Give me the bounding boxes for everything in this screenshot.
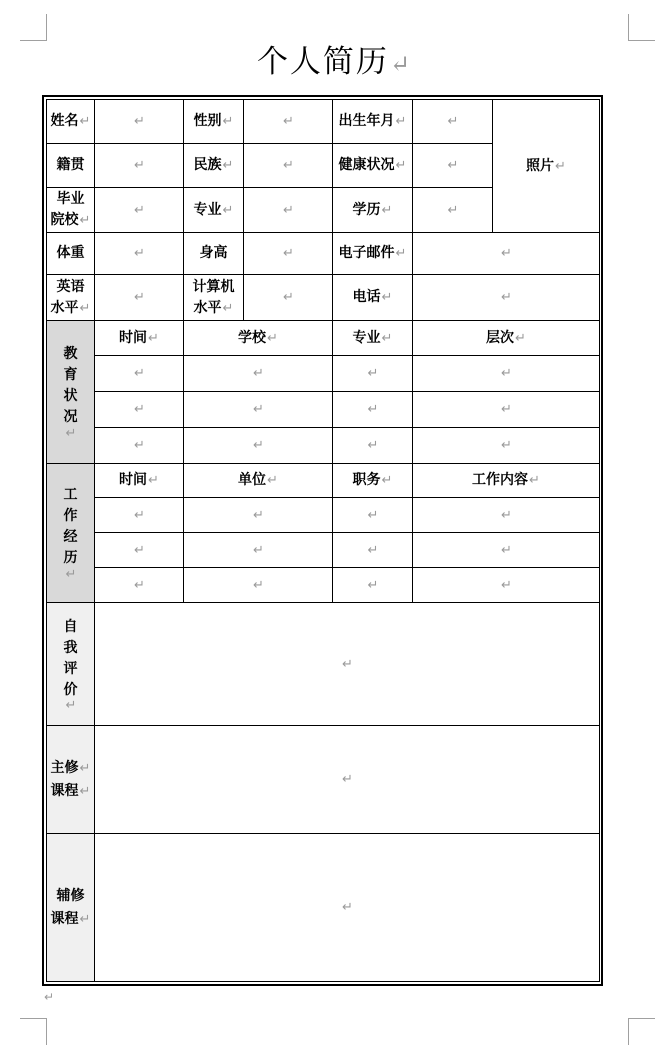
table-row bbox=[47, 464, 600, 498]
crop-mark-bottom-left bbox=[20, 1018, 47, 1045]
label-computer: 计算机 水平↵ bbox=[184, 275, 244, 321]
label-name: 姓名↵ bbox=[47, 100, 95, 144]
label-height: 身高 bbox=[184, 233, 244, 275]
work-position-cell[interactable]: ↵ bbox=[333, 568, 413, 603]
origin-cell[interactable]: ↵ bbox=[95, 144, 184, 188]
work-unit-cell[interactable]: ↵ bbox=[184, 533, 333, 568]
email-cell[interactable]: ↵ bbox=[413, 233, 600, 275]
label-major: 专业↵ bbox=[184, 188, 244, 233]
table-row bbox=[47, 275, 600, 321]
work-header-time: 时间↵ bbox=[95, 464, 184, 498]
education-school-cell[interactable]: ↵ bbox=[184, 356, 333, 392]
work-content-cell[interactable]: ↵ bbox=[413, 568, 600, 603]
work-position-cell[interactable]: ↵ bbox=[333, 498, 413, 533]
paragraph-mark: ↵ bbox=[389, 50, 413, 78]
major-cell[interactable]: ↵ bbox=[244, 188, 333, 233]
work-header-position: 职务↵ bbox=[333, 464, 413, 498]
crop-mark-top-right bbox=[628, 14, 655, 41]
education-major-cell[interactable]: ↵ bbox=[333, 392, 413, 428]
table-row bbox=[47, 233, 600, 275]
crop-mark-top-left bbox=[20, 14, 47, 41]
minor-courses-cell[interactable]: ↵ bbox=[95, 834, 600, 982]
education-header-school: 学校↵ bbox=[184, 321, 333, 356]
work-time-cell[interactable]: ↵ bbox=[95, 568, 184, 603]
education-level-cell[interactable]: ↵ bbox=[413, 392, 600, 428]
label-phone: 电话↵ bbox=[333, 275, 413, 321]
table-row bbox=[47, 392, 600, 428]
label-email: 电子邮件↵ bbox=[333, 233, 413, 275]
education-header-major: 专业↵ bbox=[333, 321, 413, 356]
table-row bbox=[47, 428, 600, 464]
education-major-cell[interactable]: ↵ bbox=[333, 356, 413, 392]
work-header-unit: 单位↵ bbox=[184, 464, 333, 498]
work-position-cell[interactable]: ↵ bbox=[333, 533, 413, 568]
photo-cell[interactable]: 照片↵ bbox=[493, 100, 600, 233]
table-row bbox=[47, 321, 600, 356]
label-birth: 出生年月↵ bbox=[333, 100, 413, 144]
resume-table-frame bbox=[42, 95, 603, 986]
health-cell[interactable]: ↵ bbox=[413, 144, 493, 188]
paragraph-mark: ↵ bbox=[44, 990, 55, 1004]
education-header-level: 层次↵ bbox=[413, 321, 600, 356]
resume-table bbox=[46, 99, 600, 982]
gender-cell[interactable]: ↵ bbox=[244, 100, 333, 144]
major-courses-side-label: 主修↵ 课程↵ bbox=[47, 726, 95, 834]
label-weight: 体重 bbox=[47, 233, 95, 275]
education-header-time: 时间↵ bbox=[95, 321, 184, 356]
school-cell[interactable]: ↵ bbox=[95, 188, 184, 233]
crop-mark-bottom-right bbox=[628, 1018, 655, 1045]
table-row bbox=[47, 356, 600, 392]
table-row bbox=[47, 533, 600, 568]
work-time-cell[interactable]: ↵ bbox=[95, 498, 184, 533]
minor-courses-side-label: 辅修 课程↵ bbox=[47, 834, 95, 982]
weight-cell[interactable]: ↵ bbox=[95, 233, 184, 275]
education-time-cell[interactable]: ↵ bbox=[95, 356, 184, 392]
work-unit-cell[interactable]: ↵ bbox=[184, 498, 333, 533]
work-content-cell[interactable]: ↵ bbox=[413, 498, 600, 533]
label-school: 毕业 院校↵ bbox=[47, 188, 95, 233]
table-row bbox=[47, 726, 600, 834]
work-unit-cell[interactable]: ↵ bbox=[184, 568, 333, 603]
education-school-cell[interactable]: ↵ bbox=[184, 428, 333, 464]
education-school-cell[interactable]: ↵ bbox=[184, 392, 333, 428]
computer-cell[interactable]: ↵ bbox=[244, 275, 333, 321]
self-evaluation-cell[interactable]: ↵ bbox=[95, 603, 600, 726]
major-courses-cell[interactable]: ↵ bbox=[95, 726, 600, 834]
education-major-cell[interactable]: ↵ bbox=[333, 428, 413, 464]
education-level-cell[interactable]: ↵ bbox=[413, 356, 600, 392]
self-evaluation-side-label: 自 我 评 价 ↵ bbox=[47, 603, 95, 726]
table-row bbox=[47, 568, 600, 603]
education-side-label: 教 育 状 况 ↵ bbox=[47, 321, 95, 464]
english-cell[interactable]: ↵ bbox=[95, 275, 184, 321]
name-cell[interactable]: ↵ bbox=[95, 100, 184, 144]
label-origin: 籍贯 bbox=[47, 144, 95, 188]
label-ethnicity: 民族↵ bbox=[184, 144, 244, 188]
education-time-cell[interactable]: ↵ bbox=[95, 428, 184, 464]
label-health: 健康状况↵ bbox=[333, 144, 413, 188]
work-content-cell[interactable]: ↵ bbox=[413, 533, 600, 568]
label-english: 英语 水平↵ bbox=[47, 275, 95, 321]
label-degree: 学历↵ bbox=[333, 188, 413, 233]
work-time-cell[interactable]: ↵ bbox=[95, 533, 184, 568]
education-time-cell[interactable]: ↵ bbox=[95, 392, 184, 428]
table-row bbox=[47, 100, 600, 144]
table-row bbox=[47, 834, 600, 982]
table-row bbox=[47, 498, 600, 533]
phone-cell[interactable]: ↵ bbox=[413, 275, 600, 321]
document-title[interactable] bbox=[0, 40, 669, 86]
birth-cell[interactable]: ↵ bbox=[413, 100, 493, 144]
education-level-cell[interactable]: ↵ bbox=[413, 428, 600, 464]
ethnicity-cell[interactable]: ↵ bbox=[244, 144, 333, 188]
label-gender: 性别↵ bbox=[184, 100, 244, 144]
table-row bbox=[47, 603, 600, 726]
height-cell[interactable]: ↵ bbox=[244, 233, 333, 275]
work-side-label: 工 作 经 历 ↵ bbox=[47, 464, 95, 603]
work-header-content: 工作内容↵ bbox=[413, 464, 600, 498]
degree-cell[interactable]: ↵ bbox=[413, 188, 493, 233]
title-text: 个人简历 bbox=[256, 44, 389, 80]
